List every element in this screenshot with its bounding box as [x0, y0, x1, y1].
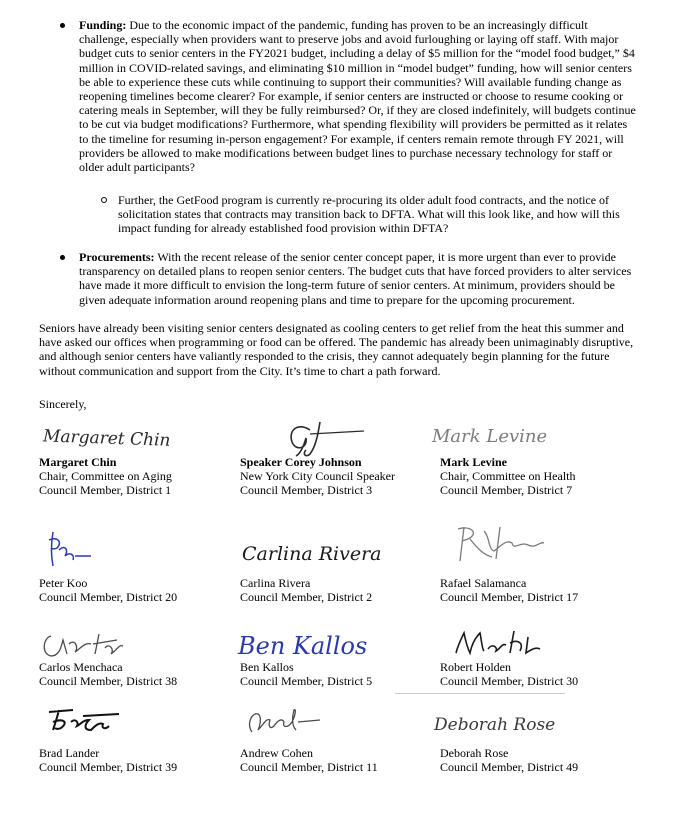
signatory-district: Council Member, District 11: [240, 760, 378, 774]
signatory-menchaca: [39, 660, 239, 688]
signature-rivera: [240, 530, 410, 576]
signatory-salamanca: [440, 576, 640, 604]
signature-holden: [440, 619, 610, 665]
procurements-label: Procurements:: [79, 250, 155, 264]
signature-levine-lettering: Mark Levine: [432, 426, 548, 447]
signature-salamanca: [440, 521, 610, 567]
signatory-district: Council Member, District 17: [440, 590, 579, 604]
bullet-dot-icon: [60, 255, 65, 260]
signature-rivera-lettering: Carlina Rivera: [242, 543, 382, 565]
signatory-cohen: [240, 746, 440, 774]
signatory-district: Council Member, District 2: [240, 590, 373, 604]
procurements-paragraph: [79, 250, 639, 307]
signatory-district: Council Member, District 39: [39, 760, 178, 774]
signatory-levine: [440, 455, 640, 497]
sincerely-closing: Sincerely,: [39, 397, 87, 411]
signatory-district: Council Member, District 1: [39, 483, 172, 497]
signatory-district: Council Member, District 5: [240, 674, 373, 688]
procurements-bullet: [79, 250, 639, 307]
signatory-district: Council Member, District 7: [440, 483, 573, 497]
signatory-district: Council Member, District 30: [440, 674, 579, 688]
signatory-johnson: [240, 455, 440, 497]
signatory-name: Robert Holden: [440, 660, 511, 674]
divider-line: [395, 693, 565, 694]
signature-cohen: [240, 700, 410, 746]
getfood-paragraph: Further, the GetFood program is currently re-procuring its older adult food contracts, and the notice of solicitation states that contracts may transition back to DFTA. What will this look like, and how will this impact funding for already established food provision within DFTA?: [118, 193, 620, 236]
signatory-name: Peter Koo: [39, 576, 88, 590]
getfood-subbullet: [118, 193, 638, 236]
funding-bullet: [79, 18, 639, 174]
signatory-district: Council Member, District 3: [240, 483, 373, 497]
signatory-holden: [440, 660, 640, 688]
signatory-title: New York City Council Speaker: [240, 469, 395, 483]
signatory-title: Chair, Committee on Aging: [39, 469, 172, 483]
signatory-district: Council Member, District 38: [39, 674, 178, 688]
signature-rose-lettering: Deborah Rose: [434, 715, 556, 735]
signatory-name: Ben Kallos: [240, 660, 294, 674]
signatory-name: Mark Levine: [440, 455, 507, 469]
hollow-bullet-icon: [101, 197, 107, 203]
signatory-district: Council Member, District 20: [39, 590, 178, 604]
signatory-name: Carlos Menchaca: [39, 660, 123, 674]
signatory-name: Margaret Chin: [39, 455, 117, 469]
signatory-rose: [440, 746, 640, 774]
signatory-name: Speaker Corey Johnson: [240, 455, 362, 469]
funding-text: Due to the economic impact of the pandemic, funding has proven to be an increasingly difficult challenge, especially when providers want to preserve jobs and avoid furloughing or laying off staff. With major budget cuts to senior centers in the FY2021 budget, including a delay of $5 million for the “model food budget,” $4 million in COVID-related savings, and eliminating $10 million in “model budget” funding, how will senior centers be able to experience these cuts while continuing to support their communities? Will available funding change as reopening timelines become clearer? For example, if senior centers are instructed or choose to resume cooking or catering meals in September, will they be fully reimbursed? Or, if they are closed indefinitely, will budgets continue to be cut via budget modifications? Furthermore, what spending flexibility will providers be permitted as it relates to the timeline for resuming in-person engagement? For example, if centers remain remote through FY 2021, will providers be allowed to make modifications between budget lines to purchase necessary technology for staff or older adult participants?: [79, 18, 636, 175]
procurements-text: With the recent release of the senior center concept paper, it is more urgent than ever to provide transparency on detailed plans to reopen senior centers. The budget cuts that have forced providers to alter services have made it more difficult to envision the long-term future of senior centers. At minimum, providers should be given adequate information around reopening plans and time to prepare for the upcoming procurement.: [79, 250, 632, 307]
signature-lander: [39, 700, 209, 746]
signatory-name: Rafael Salamanca: [440, 576, 527, 590]
signatory-name: Carlina Rivera: [240, 576, 311, 590]
signatory-title: Chair, Committee on Health: [440, 469, 576, 483]
closing-paragraph: Seniors have already been visiting senior centers designated as cooling centers to get relief from the heat this summer and have asked our offices when programming or food can be offered. The pandemic has already been unimaginably disruptive, and although senior centers have valiantly responded to the crisis, they cannot adequately begin planning for the future without communication and support from the City. It’s time to chart a path forward.: [39, 321, 634, 378]
funding-label: Funding:: [79, 18, 127, 32]
signature-kallos: [240, 618, 410, 664]
bullet-dot-icon: [60, 23, 65, 28]
signatory-name: Brad Lander: [39, 746, 100, 760]
signatory-chin: [39, 455, 239, 497]
signatory-rivera: [240, 576, 440, 604]
signature-koo: [39, 526, 209, 572]
signatory-lander: [39, 746, 239, 774]
signatory-kallos: [240, 660, 440, 688]
signatory-district: Council Member, District 49: [440, 760, 579, 774]
signatory-name: Andrew Cohen: [240, 746, 313, 760]
signature-levine: [432, 414, 610, 460]
signature-rose: [434, 700, 610, 746]
signature-chin-lettering: Margaret Chin: [42, 426, 171, 451]
signatory-name: Deborah Rose: [440, 746, 509, 760]
funding-paragraph: [79, 18, 639, 174]
signature-kallos-lettering: Ben Kallos: [238, 632, 368, 660]
signatory-koo: [39, 576, 239, 604]
